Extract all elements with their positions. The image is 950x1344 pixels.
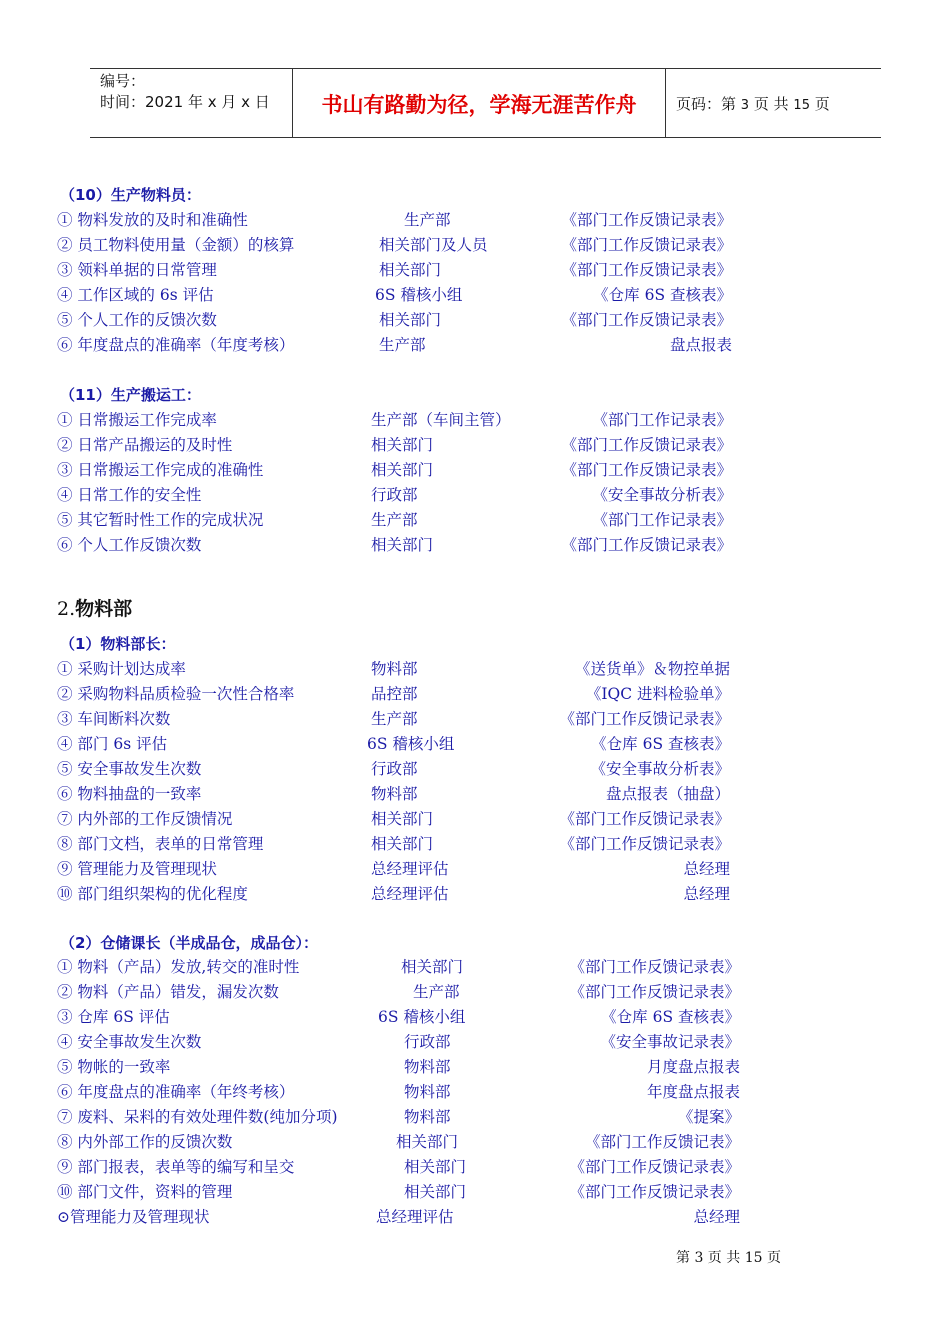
kpi-item: ⑤ 安全事故发生次数 bbox=[57, 760, 202, 778]
kpi-row bbox=[0, 1105, 950, 1129]
kpi-department: 6S 稽核小组 bbox=[378, 1008, 466, 1026]
kpi-item: ⑥ 年度盘点的准确率（年终考核） bbox=[57, 1083, 295, 1101]
kpi-row bbox=[0, 433, 950, 457]
kpi-department: 行政部 bbox=[371, 486, 418, 504]
kpi-row bbox=[0, 1080, 950, 1104]
kpi-item: ⑦ 内外部的工作反馈情况 bbox=[57, 810, 233, 828]
kpi-department: 物料部 bbox=[404, 1108, 451, 1126]
kpi-record: 《仓库 6S 查核表》 bbox=[601, 1008, 740, 1026]
kpi-record: 《部门工作反馈记录表》 bbox=[569, 983, 740, 1001]
kpi-item: ④ 日常工作的安全性 bbox=[57, 486, 202, 504]
kpi-row bbox=[0, 1055, 950, 1079]
kpi-row bbox=[0, 208, 950, 232]
kpi-record: 《部门工作反馈记录表》 bbox=[569, 1158, 740, 1176]
kpi-record: 《部门工作反馈记录表》 bbox=[561, 311, 732, 329]
kpi-department: 相关部门 bbox=[401, 958, 464, 976]
section-title: （11）生产搬运工： bbox=[60, 386, 201, 404]
kpi-department: 物料部 bbox=[371, 785, 418, 803]
kpi-department: 总经理评估 bbox=[376, 1208, 454, 1226]
kpi-row bbox=[0, 1180, 950, 1204]
kpi-record: 《部门工作反馈记录表》 bbox=[561, 436, 732, 454]
kpi-item: ③ 仓库 6S 评估 bbox=[57, 1008, 170, 1026]
page-total: 15 bbox=[793, 98, 810, 113]
kpi-department: 相关部门及人员 bbox=[379, 236, 488, 254]
kpi-item: ④ 工作区域的 6s 评估 bbox=[57, 286, 214, 304]
kpi-row bbox=[0, 333, 950, 357]
kpi-record: 《部门工作记录表》 bbox=[592, 511, 732, 529]
kpi-row bbox=[0, 458, 950, 482]
kpi-record: 盘点报表（抽盘） bbox=[605, 785, 730, 803]
kpi-item: ⊙管理能力及管理现状 bbox=[57, 1208, 210, 1226]
kpi-row bbox=[0, 508, 950, 532]
kpi-item: ⑨ 部门报表，表单等的编写和呈交 bbox=[57, 1158, 295, 1176]
kpi-department: 物料部 bbox=[404, 1058, 451, 1076]
kpi-department: 相关部门 bbox=[371, 436, 434, 454]
kpi-record: 《部门工作反馈记表》 bbox=[584, 1133, 740, 1151]
kpi-record: 《送货单》＆物控单据 bbox=[574, 660, 730, 678]
kpi-row bbox=[0, 1030, 950, 1054]
kpi-item: ⑧ 内外部工作的反馈次数 bbox=[57, 1133, 233, 1151]
kpi-record: 《安全事故分析表》 bbox=[590, 760, 730, 778]
kpi-item: ① 采购计划达成率 bbox=[57, 660, 186, 678]
kpi-record: 《安全事故分析表》 bbox=[592, 486, 732, 504]
header-divider bbox=[665, 69, 666, 137]
kpi-item: ⑤ 个人工作的反馈次数 bbox=[57, 311, 217, 329]
kpi-item: ⑤ 物帐的一致率 bbox=[57, 1058, 171, 1076]
kpi-department: 相关部门 bbox=[379, 261, 442, 279]
kpi-item: ④ 部门 6s 评估 bbox=[57, 735, 168, 753]
kpi-record: 《仓库 6S 查核表》 bbox=[591, 735, 730, 753]
kpi-row bbox=[0, 1205, 950, 1229]
kpi-row bbox=[0, 1130, 950, 1154]
kpi-row bbox=[0, 682, 950, 706]
department-heading: 2.物料部 bbox=[57, 598, 133, 620]
kpi-record: 《部门工作反馈记录表》 bbox=[561, 536, 732, 554]
kpi-item: ③ 日常搬运工作完成的准确性 bbox=[57, 461, 264, 479]
kpi-row bbox=[0, 283, 950, 307]
kpi-row bbox=[0, 533, 950, 557]
kpi-record: 《部门工作记录表》 bbox=[592, 411, 732, 429]
kpi-row bbox=[0, 857, 950, 881]
kpi-record: 总经理 bbox=[683, 885, 730, 903]
kpi-record: 年度盘点报表 bbox=[646, 1083, 740, 1101]
kpi-department: 生产部 bbox=[371, 511, 418, 529]
section-title: （1）物料部长： bbox=[60, 635, 176, 653]
kpi-record: 《部门工作反馈记录表》 bbox=[569, 1183, 740, 1201]
kpi-record: 总经理 bbox=[693, 1208, 740, 1226]
kpi-department: 6S 稽核小组 bbox=[375, 286, 463, 304]
kpi-row bbox=[0, 807, 950, 831]
kpi-record: 《部门工作反馈记录表》 bbox=[559, 710, 730, 728]
document-header bbox=[90, 68, 881, 138]
kpi-row bbox=[0, 233, 950, 257]
kpi-row bbox=[0, 832, 950, 856]
kpi-item: ⑩ 部门文件，资料的管理 bbox=[57, 1183, 233, 1201]
kpi-department: 生产部（车间主管） bbox=[371, 411, 511, 429]
kpi-row bbox=[0, 258, 950, 282]
kpi-record: 《仓库 6S 查核表》 bbox=[593, 286, 732, 304]
kpi-row bbox=[0, 1155, 950, 1179]
kpi-record: 盘点报表 bbox=[669, 336, 732, 354]
kpi-record: 《部门工作反馈记录表》 bbox=[561, 211, 732, 229]
kpi-row bbox=[0, 408, 950, 432]
kpi-department: 6S 稽核小组 bbox=[367, 735, 455, 753]
kpi-row bbox=[0, 483, 950, 507]
number-label: 编号： bbox=[100, 72, 146, 90]
kpi-row bbox=[0, 882, 950, 906]
kpi-record: 《IQC 进料检验单》 bbox=[585, 685, 730, 703]
kpi-item: ① 物料发放的及时和准确性 bbox=[57, 211, 248, 229]
kpi-item: ⑥ 年度盘点的准确率（年度考核） bbox=[57, 336, 295, 354]
kpi-department: 总经理评估 bbox=[371, 885, 449, 903]
kpi-item: ⑦ 废料、呆料的有效处理件数(纯加分项) bbox=[57, 1108, 338, 1126]
kpi-item: ⑩ 部门组织架构的优化程度 bbox=[57, 885, 248, 903]
kpi-record: 《部门工作反馈记录表》 bbox=[559, 810, 730, 828]
kpi-record: 《部门工作反馈记录表》 bbox=[561, 236, 732, 254]
kpi-department: 相关部门 bbox=[404, 1183, 467, 1201]
kpi-item: ⑧ 部门文档，表单的日常管理 bbox=[57, 835, 264, 853]
kpi-record: 《部门工作反馈记录表》 bbox=[561, 461, 732, 479]
header-page-number bbox=[676, 93, 830, 114]
kpi-department: 物料部 bbox=[371, 660, 418, 678]
kpi-department: 物料部 bbox=[404, 1083, 451, 1101]
kpi-item: ② 采购物料品质检验一次性合格率 bbox=[57, 685, 295, 703]
kpi-department: 相关部门 bbox=[404, 1158, 467, 1176]
kpi-row bbox=[0, 1005, 950, 1029]
kpi-department: 生产部 bbox=[404, 211, 451, 229]
kpi-department: 相关部门 bbox=[371, 810, 434, 828]
kpi-row bbox=[0, 757, 950, 781]
page-mid: 页 共 bbox=[753, 95, 789, 113]
kpi-record: 《提案》 bbox=[677, 1108, 740, 1126]
kpi-row bbox=[0, 308, 950, 332]
kpi-item: ③ 领料单据的日常管理 bbox=[57, 261, 217, 279]
kpi-item: ② 员工物料使用量（金额）的核算 bbox=[57, 236, 295, 254]
kpi-record: 《部门工作反馈记录表》 bbox=[569, 958, 740, 976]
kpi-item: ④ 安全事故发生次数 bbox=[57, 1033, 202, 1051]
kpi-department: 生产部 bbox=[371, 710, 418, 728]
kpi-item: ⑥ 物料抽盘的一致率 bbox=[57, 785, 202, 803]
kpi-department: 相关部门 bbox=[371, 835, 434, 853]
page-prefix: 页码：第 bbox=[676, 95, 737, 113]
kpi-department: 生产部 bbox=[379, 336, 426, 354]
page-num: 3 bbox=[740, 98, 750, 113]
kpi-item: ⑤ 其它暂时性工作的完成状况 bbox=[57, 511, 264, 529]
section-title: （2）仓储课长（半成品仓，成品仓）： bbox=[60, 934, 318, 952]
kpi-department: 品控部 bbox=[371, 685, 418, 703]
kpi-row bbox=[0, 707, 950, 731]
kpi-record: 《部门工作反馈记录表》 bbox=[561, 261, 732, 279]
kpi-item: ② 物料（产品）错发，漏发次数 bbox=[57, 983, 279, 1001]
header-motto: 书山有路勤为径，学海无涯苦作舟 bbox=[321, 93, 637, 117]
kpi-department: 行政部 bbox=[404, 1033, 451, 1051]
kpi-row bbox=[0, 980, 950, 1004]
kpi-department: 相关部门 bbox=[396, 1133, 459, 1151]
kpi-row bbox=[0, 782, 950, 806]
page-footer: 第 3 页 共 15 页 bbox=[676, 1250, 781, 1266]
kpi-item: ⑨ 管理能力及管理现状 bbox=[57, 860, 217, 878]
kpi-record: 《安全事故记录表》 bbox=[600, 1033, 740, 1051]
kpi-item: ① 物料（产品）发放,转交的准时性 bbox=[57, 958, 300, 976]
kpi-department: 生产部 bbox=[413, 983, 460, 1001]
kpi-record: 总经理 bbox=[683, 860, 730, 878]
kpi-department: 相关部门 bbox=[371, 536, 434, 554]
kpi-item: ⑥ 个人工作反馈次数 bbox=[57, 536, 202, 554]
kpi-row bbox=[0, 955, 950, 979]
kpi-item: ① 日常搬运工作完成率 bbox=[57, 411, 217, 429]
kpi-department: 相关部门 bbox=[371, 461, 434, 479]
kpi-item: ③ 车间断料次数 bbox=[57, 710, 171, 728]
kpi-record: 《部门工作反馈记录表》 bbox=[559, 835, 730, 853]
kpi-department: 相关部门 bbox=[379, 311, 442, 329]
page-suffix: 页 bbox=[814, 95, 830, 113]
time-label: 时间：2021 年 x 月 x 日 bbox=[100, 93, 270, 111]
kpi-row bbox=[0, 732, 950, 756]
kpi-department: 总经理评估 bbox=[371, 860, 449, 878]
kpi-record: 月度盘点报表 bbox=[646, 1058, 740, 1076]
header-meta bbox=[100, 71, 270, 113]
kpi-department: 行政部 bbox=[371, 760, 418, 778]
kpi-item: ② 日常产品搬运的及时性 bbox=[57, 436, 233, 454]
section-title: （10）生产物料员： bbox=[60, 186, 201, 204]
kpi-row bbox=[0, 657, 950, 681]
